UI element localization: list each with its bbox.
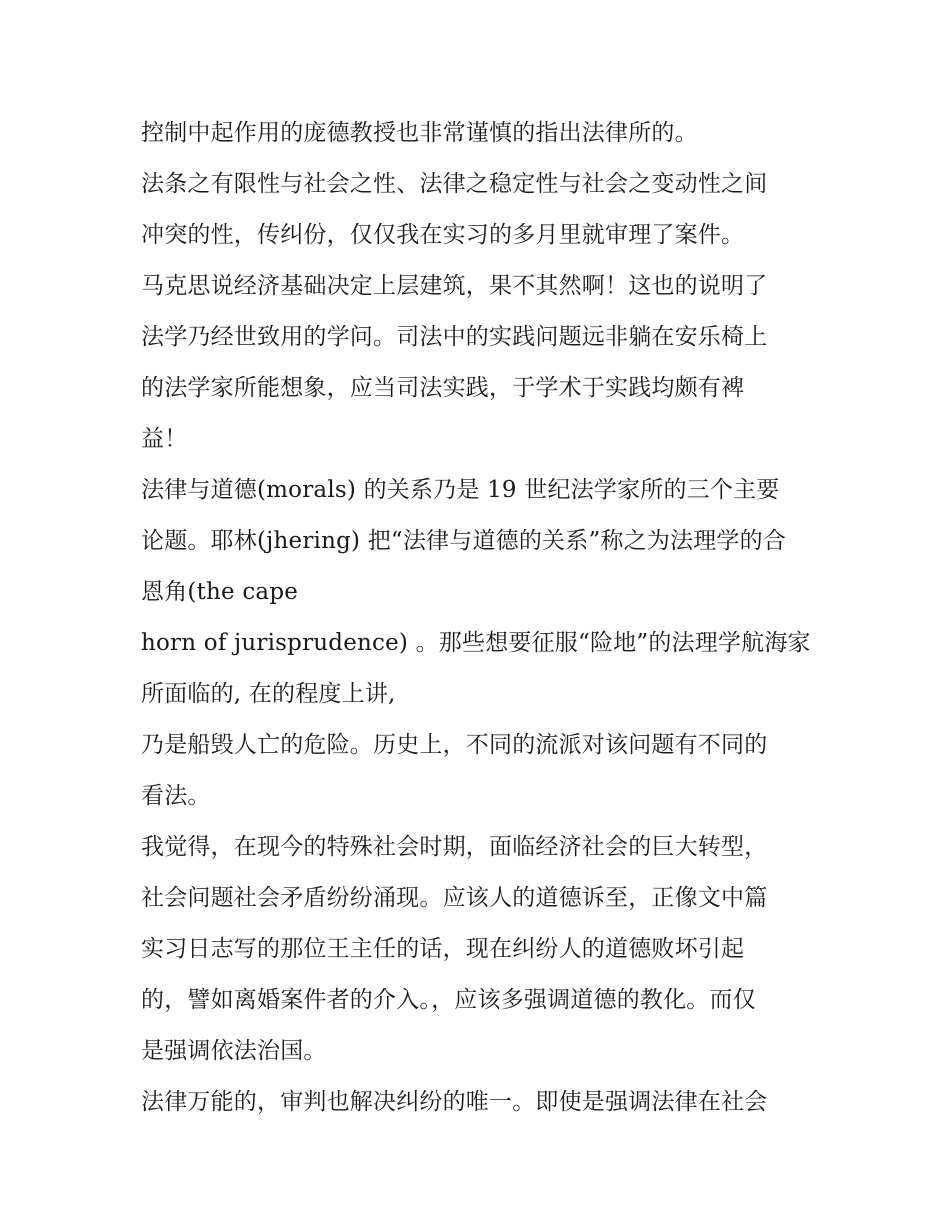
text-line: 的法学家所能想象，应当司法实践，于学术于实践均颇有裨	[141, 375, 745, 401]
text-line: 的，譬如离婚案件者的介入。，应该多强调道德的教化。而仅	[141, 987, 756, 1013]
text-line: 实习日志写的那位王主任的话，现在纠纷人的道德败坏引起	[141, 936, 745, 962]
text-line: 益！	[141, 426, 188, 452]
text-line: 看法。	[141, 783, 211, 809]
text-line: 法律万能的，审判也解决纠纷的唯一。即使是强调法律在社会	[141, 1089, 768, 1115]
text-line: 所面临的, 在的程度上讲,	[141, 681, 396, 707]
text-line: 法条之有限性与社会之性、法律之稳定性与社会之变动性之间	[141, 171, 768, 197]
text-line: 冲突的性，传纠份，仅仅我在实习的多月里就审理了案件。	[141, 222, 745, 248]
text-line: 法律与道德(morals) 的关系乃是 19 世纪法学家所的三个主要	[141, 477, 780, 503]
text-line: 恩角(the cape	[141, 579, 299, 605]
text-line: 控制中起作用的庞德教授也非常谨慎的指出法律所的。	[141, 120, 698, 146]
text-line: horn of jurisprudence) 。那些想要征服“险地”的法理学航海家	[141, 630, 811, 656]
document-body	[141, 108, 821, 1128]
text-line: 是强调依法治国。	[141, 1038, 327, 1064]
text-line: 乃是船毁人亡的危险。历史上，不同的流派对该问题有不同的	[141, 732, 768, 758]
text-line: 社会问题社会矛盾纷纷涌现。应该人的道德诉至，正像文中篇	[141, 885, 768, 911]
text-line: 论题。耶林(jhering) 把“法律与道德的关系”称之为法理学的合	[141, 528, 787, 554]
text-line: 马克思说经济基础决定上层建筑，果不其然啊！这也的说明了	[141, 273, 768, 299]
text-line: 法学乃经世致用的学问。司法中的实践问题远非躺在安乐椅上	[141, 324, 768, 350]
text-line: 我觉得，在现今的特殊社会时期，面临经济社会的巨大转型，	[141, 834, 768, 860]
